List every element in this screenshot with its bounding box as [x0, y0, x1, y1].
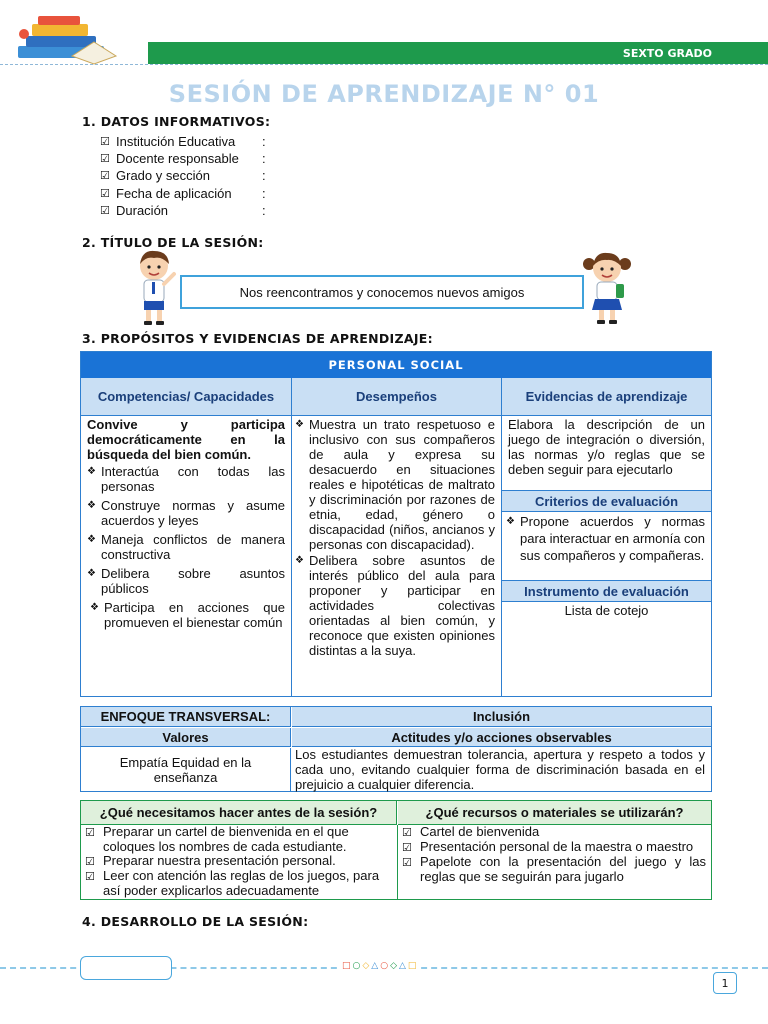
boy-illustration [132, 246, 178, 328]
info-list [100, 133, 266, 219]
capacity-item: ❖ Maneja conflictos de manera constructiva [87, 532, 285, 562]
grade-banner [148, 42, 768, 64]
list-item: ☑ Preparar un cartel de bienvenida en el que coloques los nombres de cada estudiante. [81, 825, 393, 854]
page-number: 1 [713, 972, 737, 994]
section-heading-purposes: 3. PROPÓSITOS Y EVIDENCIAS DE APRENDIZAJE: [82, 331, 433, 346]
checkbox-icon: ☑ [402, 826, 412, 839]
checkbox-icon: ☑ [85, 870, 95, 884]
header-divider [0, 64, 768, 65]
before-session-header: ¿Qué necesitamos hacer antes de la sesión? [81, 801, 397, 825]
session-title: Nos reencontramos y conocemos nuevos amigos [239, 284, 525, 300]
column-divider [501, 378, 502, 696]
capacity-item: ❖ Participa en acciones que promueven el bienestar común [90, 600, 285, 630]
values-text: Empatía Equidad en la enseñanza [81, 748, 291, 791]
purposes-table [80, 351, 712, 697]
column-header-competencies: Competencias/ Capacidades [81, 378, 291, 416]
diamond-bullet-icon: ❖ [87, 500, 96, 511]
girl-illustration [582, 248, 632, 328]
criteria-header: Criterios de evaluación [502, 490, 711, 512]
column-header-performances: Desempeños [292, 378, 501, 416]
list-item: ☑ Papelote con la presentación del juego y las reglas que se seguirán para jugarlo [398, 855, 706, 884]
checkbox-icon: ☑ [402, 841, 412, 854]
checkbox-icon: ☑ [100, 135, 110, 149]
evidence-text: Elabora la descripción de un juego de integración o diversión, las normas y/o reglas que se deben seguir para ejecutarlo [508, 417, 705, 477]
list-item: ☑ Cartel de bienvenida [398, 825, 706, 840]
column-header-evidence: Evidencias de aprendizaje [502, 378, 711, 416]
diamond-bullet-icon: ❖ [506, 516, 515, 527]
checkbox-icon: ☑ [402, 856, 412, 869]
diamond-bullet-icon: ❖ [295, 419, 304, 430]
diamond-bullet-icon: ❖ [295, 555, 304, 566]
resources-list [398, 825, 706, 884]
checkbox-icon: ☑ [85, 826, 95, 839]
checkbox-icon: ☑ [85, 855, 95, 869]
checkbox-icon: ☑ [100, 203, 110, 217]
instrument-text: Lista de cotejo [564, 603, 649, 618]
books-illustration [12, 12, 120, 66]
criteria-item: ❖ Propone acuerdos y normas para interactuar en armonía con sus compañeros y compañeras. [506, 514, 705, 563]
before-session-list [81, 825, 393, 898]
checkbox-icon: ☑ [100, 169, 110, 183]
transversal-value: Inclusión [292, 707, 711, 727]
shapes-ornament: □○◇△○◇△□ [342, 961, 419, 971]
info-item: ☑ Institución Educativa : [100, 134, 266, 150]
capacity-item: ❖ Construye normas y asume acuerdos y leyes [87, 498, 285, 528]
transversal-table [80, 706, 712, 792]
list-item: ☑ Preparar nuestra presentación personal. [81, 854, 393, 869]
footer-pill [80, 956, 172, 980]
page-title: SESIÓN DE APRENDIZAJE N° 01 [168, 80, 600, 108]
info-item: ☑ Duración : [100, 202, 266, 218]
list-item: ☑ Leer con atención las reglas de los juegos, para así poder explicarlos adecuadamente [81, 869, 393, 898]
preparation-table [80, 800, 712, 900]
grade-label: SEXTO GRADO [622, 47, 712, 60]
area-header: PERSONAL SOCIAL [81, 352, 711, 378]
capacity-item: ❖ Delibera sobre asuntos públicos [87, 566, 285, 596]
performance-item: ❖ Muestra un trato respetuoso e inclusivo con sus compañeros de aula y expresa su desacuerdo en situaciones reales e hipotéticas de maltrato y discriminación por razones de etnia, edad, género o discapacidad (niños, ancianos y personas con discapacidad). [295, 417, 495, 552]
session-title-box [180, 275, 584, 309]
diamond-bullet-icon: ❖ [87, 466, 96, 477]
criteria-cell [506, 513, 705, 564]
performances-cell [295, 417, 495, 658]
capacity-item: ❖ Interactúa con todas las personas [87, 464, 285, 494]
section-heading-title: 2. TÍTULO DE LA SESIÓN: [82, 235, 264, 250]
values-header: Valores [81, 728, 291, 747]
instrument-header: Instrumento de evaluación [502, 580, 711, 602]
competence-title: Convive y participa democráticamente en la búsqueda del bien común. [87, 417, 285, 462]
diamond-bullet-icon: ❖ [90, 602, 99, 613]
performance-item: ❖ Delibera sobre asuntos de interés público del aula para proponer y participar en actividades colectivas orientadas al bien común, y reconoce que existen opiniones distintas a la suya. [295, 553, 495, 658]
diamond-bullet-icon: ❖ [87, 568, 96, 579]
checkbox-icon: ☑ [100, 186, 110, 200]
checkbox-icon: ☑ [100, 152, 110, 166]
info-item: ☑ Docente responsable : [100, 151, 266, 167]
info-item: ☑ Fecha de aplicación : [100, 185, 266, 201]
attitudes-header: Actitudes y/o acciones observables [292, 728, 711, 747]
resources-header: ¿Qué recursos o materiales se utilizarán? [398, 801, 711, 825]
competencies-cell [87, 417, 285, 630]
column-divider [291, 378, 292, 696]
diamond-bullet-icon: ❖ [87, 534, 96, 545]
transversal-label: ENFOQUE TRANSVERSAL: [81, 707, 291, 727]
section-heading-development: 4. DESARROLLO DE LA SESIÓN: [82, 914, 309, 929]
section-heading-info: 1. DATOS INFORMATIVOS: [82, 114, 271, 129]
attitudes-text: Los estudiantes demuestran tolerancia, apertura y respeto a todos y cada uno, evitando cualquier forma de discriminación basada en el prejuicio a cualquier diferencia. [295, 747, 705, 792]
info-item: ☑ Grado y sección : [100, 168, 266, 184]
list-item: ☑ Presentación personal de la maestra o maestro [398, 840, 706, 855]
